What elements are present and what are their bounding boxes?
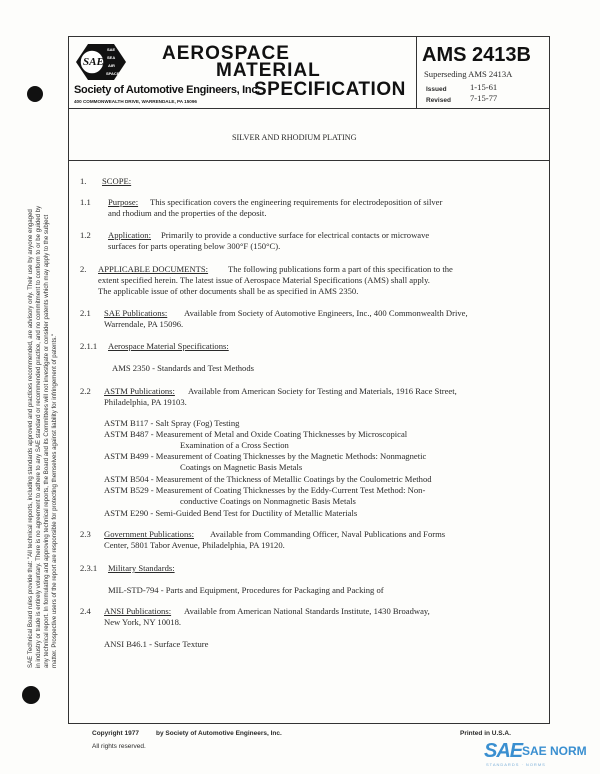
reference-item: ANSI B46.1 - Surface Texture — [104, 639, 209, 649]
section-heading: ASTM Publications: — [104, 386, 175, 396]
revised-label: Revised — [426, 97, 451, 104]
issued-date: 1-15-61 — [470, 82, 498, 92]
punch-hole-bottom — [22, 686, 40, 704]
logo-text-line: SPACE — [106, 71, 120, 76]
section-number: 2. — [80, 264, 87, 274]
section-number: 1.1 — [80, 197, 91, 207]
section-text: surfaces for parts operating below 300°F (150°C). — [108, 241, 281, 251]
section-text: New York, NY 10018. — [104, 617, 182, 627]
section-text: Available from Commanding Officer, Naval Publications and Forms — [210, 529, 446, 539]
section-heading: APPLICABLE DOCUMENTS: — [98, 264, 209, 274]
superseding: Superseding AMS 2413A — [424, 69, 513, 79]
sae-logo-mark: SAE — [83, 56, 104, 68]
section-number: 2.4 — [80, 606, 91, 616]
revised-date: 7-15-77 — [470, 93, 498, 103]
title-divider — [68, 160, 550, 161]
reference-item: ASTM B499 - Measurement of Coating Thicknesses by the Magnetic Methods: Nonmagnetic — [104, 451, 427, 461]
doc-number: AMS 2413B — [422, 44, 531, 66]
reference-item: Examination of a Cross Section — [180, 440, 289, 450]
title-specification: SPECIFICATION — [254, 79, 406, 100]
watermark-brand: SAE NORM — [522, 744, 587, 758]
punch-hole-top — [27, 86, 43, 102]
section-text: The applicable issue of other documents shall be as specified in AMS 2350. — [98, 286, 359, 296]
sae-logo — [74, 42, 128, 82]
section-text: extent specified herein. The latest issue of Aerospace Material Specifications (AMS) shall apply. — [98, 275, 430, 285]
section-text: Available from American Society for Testing and Materials, 1916 Race Street, — [188, 386, 457, 396]
section-number: 1.2 — [80, 230, 91, 240]
watermark-subtitle: STANDARDS · NORMS — [486, 762, 546, 767]
header-divider — [68, 108, 550, 109]
section-text: Center, 5801 Tabor Avenue, Philadelphia, PA 19120. — [104, 540, 285, 550]
org-address: 400 COMMONWEALTH DRIVE, WARRENDALE, PA 15096 — [74, 99, 197, 104]
reference-item: ASTM B487 - Measurement of Metal and Oxide Coating Thicknesses by Microscopical — [104, 429, 408, 439]
section-text: Available from American National Standards Institute, 1430 Broadway, — [184, 606, 430, 616]
logo-text-line: SEA — [107, 55, 116, 60]
reference-item: ASTM B504 - Measurement of the Thickness of Metallic Coatings by the Coulometric Method — [104, 474, 432, 484]
reference-item: ASTM B117 - Salt Spray (Fog) Testing — [104, 418, 240, 428]
reference-item: Coatings on Magnetic Basis Metals — [180, 462, 303, 472]
reference-item: ASTM E290 - Semi-Guided Bend Test for Ductility of Metallic Materials — [104, 508, 358, 518]
title-aerospace: AEROSPACE — [162, 43, 290, 64]
section-heading: SAE Publications: — [104, 308, 168, 318]
section-heading: ANSI Publications: — [104, 606, 172, 616]
section-text: Philadelphia, PA 19103. — [104, 397, 187, 407]
logo-text-line: AIR — [108, 63, 115, 68]
rights-reserved: All rights reserved. — [92, 743, 146, 750]
section-number: 2.1.1 — [80, 341, 98, 351]
reference-item: conductive Coatings on Nonmagnetic Basis Metals — [180, 496, 356, 506]
copyright-holder: by Society of Automotive Engineers, Inc. — [156, 730, 282, 737]
section-text: The following publications form a part of this specification to the — [228, 264, 453, 274]
reference-item: AMS 2350 - Standards and Test Methods — [112, 363, 254, 373]
section-heading: Purpose: — [108, 197, 139, 207]
section-heading: Military Standards: — [108, 563, 175, 573]
section-number: 1. — [80, 176, 87, 186]
section-heading: SCOPE: — [102, 176, 132, 186]
sae-norm-watermark — [482, 740, 598, 770]
issued-label: Issued — [426, 86, 447, 93]
section-number: 2.3.1 — [80, 563, 98, 573]
section-number: 2.2 — [80, 386, 91, 396]
section-text: Warrendale, PA 15096. — [104, 319, 184, 329]
section-number: 2.3 — [80, 529, 91, 539]
org-name: Society of Automotive Engineers, Inc. — [74, 84, 260, 96]
section-heading: Application: — [108, 230, 151, 240]
logo-text-line: SAE — [107, 47, 116, 52]
section-text: and rhodium and the properties of the deposit. — [108, 208, 267, 218]
title-material: MATERIAL — [216, 60, 321, 81]
section-heading: Aerospace Material Specifications: — [108, 341, 229, 351]
copyright: Copyright 1977 — [92, 730, 139, 737]
doc-title: SILVER AND RHODIUM PLATING — [232, 133, 357, 142]
reference-item: ASTM B529 - Measurement of Coating Thicknesses by the Eddy-Current Test Method: Non- — [104, 485, 426, 495]
section-heading: Government Publications: — [104, 529, 194, 539]
advisory-side-note: SAE Technical Board rules provide that: "All technical reports, including standards approved and practices recommended, are advisory only. Their use by anyone engaged in industry or trade is entirely voluntary. There is no agreement to adhere to any SAE standard or recommended practice, and no commitment to conform to or be guided by any technical report. In formulating and approving technical reports, the Board and its Committees will not investigate or consider patents which may apply to the subject matter. Prospective users of the report are responsible for protecting themselves against liability for infringement of patents." — [27, 205, 58, 668]
printed-in: Printed in U.S.A. — [460, 730, 511, 737]
watermark-logo: SAE — [484, 740, 523, 762]
section-text: Available from Society of Automotive Engineers, Inc., 400 Commonwealth Drive, — [184, 308, 468, 318]
section-text: This specification covers the engineering requirements for electrodeposition of silver — [150, 197, 443, 207]
reference-item: MIL-STD-794 - Parts and Equipment, Procedures for Packaging and Packing of — [108, 585, 384, 595]
section-text: Primarily to provide a conductive surface for electrical contacts or microwave — [161, 230, 430, 240]
header-vertical-divider — [416, 36, 417, 108]
section-number: 2.1 — [80, 308, 91, 318]
